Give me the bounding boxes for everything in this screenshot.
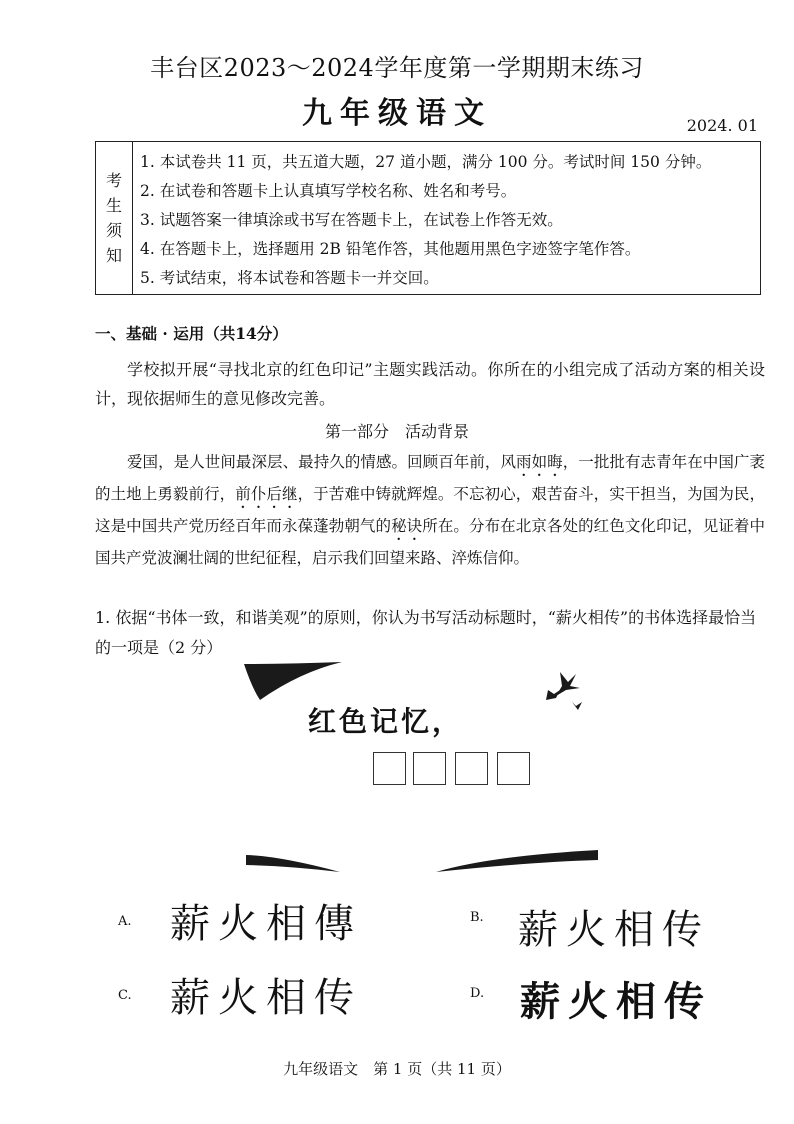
option-c-calligraphy: 薪火相传 xyxy=(170,975,362,1021)
background-text: ，于苦难中铸就辉煌。不忘初心，艰苦奋斗，实干担当，为国为民，这是中国共产党历经百年而永葆蓬勃朝气的 xyxy=(95,485,765,535)
notice-item: 2. 在试卷和答题卡上认真填写学校名称、姓名和考号。 xyxy=(140,182,517,200)
notice-item: 3. 试题答案一律填涂或书写在答题卡上，在试卷上作答无效。 xyxy=(140,211,563,229)
notice-label-char: 知 xyxy=(105,246,122,265)
exam-date: 2024. 01 xyxy=(686,116,758,135)
emphasized-word: 秘诀 xyxy=(391,517,423,535)
blank-box xyxy=(455,752,488,785)
section-intro: 学校拟开展“寻找北京的红色印记”主题实践活动。你所在的小组完成了活动方案的相关设计，现依据师生的意见修改完善。 xyxy=(95,360,765,408)
notice-item: 4. 在答题卡上，选择题用 2B 铅笔作答，其他题用黑色字迹签字笔作答。 xyxy=(140,240,641,258)
page-footer: 九年级语文 第 1 页（共 11 页） xyxy=(283,1060,511,1078)
background-paragraph xyxy=(95,448,765,573)
option-d-calligraphy: 薪火相传 xyxy=(520,979,712,1025)
exam-title: 丰台区2023～2024学年度第一学期期末练习 xyxy=(150,54,644,82)
blank-box xyxy=(497,752,530,785)
subject-title: 九年级语文 xyxy=(302,96,492,131)
option-b-calligraphy: 薪火相传 xyxy=(518,907,710,953)
option-d-label: D. xyxy=(470,986,485,1001)
background-text: 爱国，是人世间最深层、最持久的情感。回顾百年前，风 xyxy=(127,453,517,471)
ink-stroke-bottom-right xyxy=(436,850,598,872)
notice-item: 5. 考试结束，将本试卷和答题卡一并交回。 xyxy=(140,269,439,287)
bird-icon xyxy=(546,672,582,710)
notice-items xyxy=(140,148,756,293)
ink-stroke-bottom-left xyxy=(246,855,340,872)
notice-label xyxy=(96,142,133,294)
notice-item: 1. 本试卷共 11 页，共五道大题，27 道小题，满分 100 分。考试时间 150 分钟。 xyxy=(140,153,712,171)
emphasized-word: 前仆后继 xyxy=(235,485,298,503)
option-b-label: B. xyxy=(470,910,484,925)
background-text: ，一批批有志青年在中国广袤的土地上勇毅前行， xyxy=(95,453,765,503)
notice-label-char: 考 xyxy=(105,171,122,190)
emphasized-word: 雨如晦 xyxy=(516,453,563,471)
notice-label-char: 生 xyxy=(105,196,122,215)
poster-title: 红色记忆， xyxy=(308,705,464,738)
option-a-label: A. xyxy=(118,914,132,929)
blank-box xyxy=(413,752,446,785)
notice-label-char: 须 xyxy=(105,221,122,240)
question-1-stem: 1. 依据“书体一致，和谐美观”的原则，你认为书写活动标题时，“薪火相传”的书体选择最恰当的一项是（2 分） xyxy=(95,608,757,657)
part-title: 第一部分 活动背景 xyxy=(324,422,469,441)
ink-stroke-top xyxy=(244,662,342,700)
section-heading: 一、基础 · 运用（共14分） xyxy=(95,324,288,343)
exam-notice-box xyxy=(95,141,761,295)
blank-box xyxy=(373,752,406,785)
option-a-calligraphy: 薪火相傳 xyxy=(170,901,362,947)
background-text: 所在。分布在北京各处的红色文化印记，见证着中国共产党波澜壮阔的世纪征程，启示我们回望来路、淬炼信仰。 xyxy=(95,517,765,567)
option-c-label: C. xyxy=(118,988,132,1003)
